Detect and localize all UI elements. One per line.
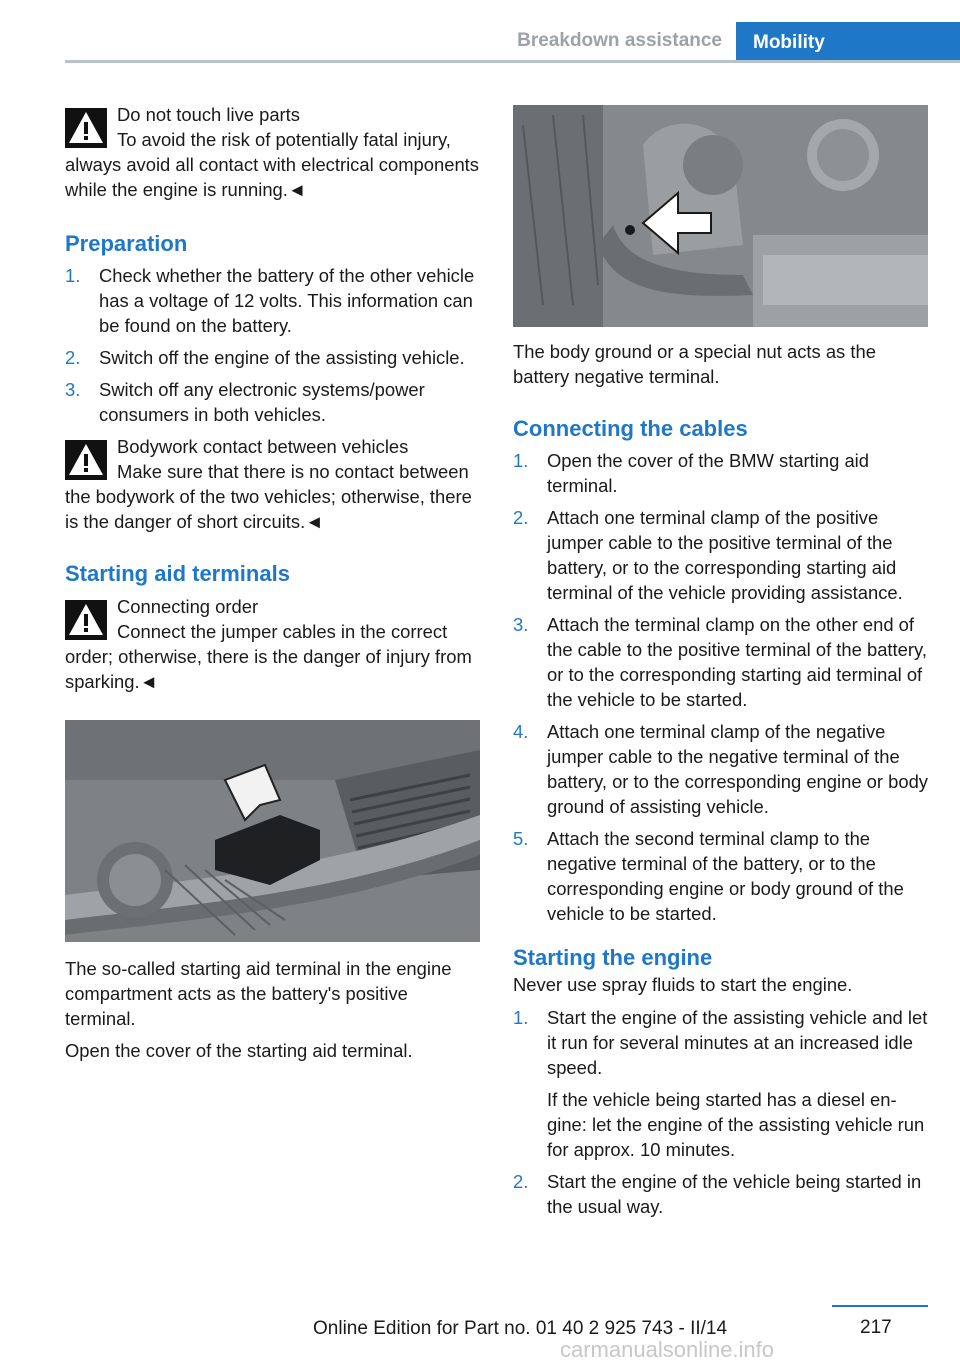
step-number: 1.: [513, 450, 529, 471]
watermark: carmanualsonline.info: [560, 1337, 775, 1362]
step-text: Check whether the battery of the other vehicle has a voltage of 12 volts. This information can be found on the battery.: [99, 265, 475, 336]
connecting-steps: [513, 448, 928, 926]
list-item: [513, 612, 928, 712]
instruction-open-cover: Open the cover of the starting aid terminal.: [65, 1040, 413, 1061]
left-column: [65, 102, 480, 1063]
heading-connecting-cables: Connecting the cables: [513, 416, 748, 441]
list-item: [513, 826, 928, 926]
step-text: Attach one terminal clamp of the positive jumper cable to the positive terminal of the battery, or to the corresponding starting aid terminal of the vehicle providing assistance.: [547, 507, 903, 603]
heading-starting-aid-terminals: Starting aid terminals: [65, 561, 290, 586]
breadcrumb-section: Breakdown assistance: [517, 30, 722, 51]
warning-text: Connect the jumper cables in the correct order; otherwise, there is the danger of injury from sparking.◄: [65, 621, 472, 692]
step-text: Start the engine of the assisting vehicle and let it run for several minutes at an increased idle speed.: [547, 1007, 928, 1078]
step-number: 2.: [65, 347, 81, 368]
warning-live-parts: [65, 102, 480, 202]
step-text: Attach the terminal clamp on the other end of the cable to the positive terminal of the battery, or to the corresponding starting aid terminal of the vehicle to be started.: [547, 614, 927, 710]
preparation-steps: [65, 263, 480, 427]
step-number: 2.: [513, 1171, 529, 1192]
photo-caption-right: The body ground or a special nut acts as the battery negative terminal.: [513, 341, 876, 387]
step-subtext: If the vehicle being started has a diesel engine: let the engine of the assisting vehicle run for approx. 10 minutes.: [547, 1089, 925, 1160]
list-item: [65, 345, 480, 370]
step-text: Switch off any electronic systems/power consumers in both vehicles.: [99, 379, 425, 425]
warning-icon: [65, 440, 107, 480]
list-item: [513, 505, 928, 605]
warning-connecting-order: [65, 594, 480, 694]
warning-bodywork-contact: [65, 434, 480, 534]
list-item: [513, 719, 928, 819]
list-item: [65, 263, 480, 338]
footer-rule: [832, 1305, 928, 1307]
step-text: Attach the second terminal clamp to the negative terminal of the battery, or to the corresponding engine or body ground of the vehicle to be started.: [547, 828, 904, 924]
step-number: 4.: [513, 721, 529, 742]
engine-compartment-photo: [65, 720, 480, 942]
step-text: Open the cover of the BMW starting aid terminal.: [547, 450, 869, 496]
step-number: 5.: [513, 828, 529, 849]
warning-icon: [65, 108, 107, 148]
step-text: Switch off the engine of the assisting vehicle.: [99, 347, 465, 368]
list-item: [513, 1005, 928, 1162]
warning-text: To avoid the risk of potentially fatal injury, always avoid all contact with electrical components while the engine is running.◄: [65, 129, 479, 200]
edition-note: Online Edition for Part no. 01 40 2 925 743 - II/14: [313, 1318, 728, 1339]
heading-preparation: Preparation: [65, 231, 188, 256]
starting-intro: Never use spray fluids to start the engine.: [513, 974, 853, 995]
warning-icon: [65, 600, 107, 640]
warning-title: Do not touch live parts: [117, 104, 300, 125]
header-rule: [65, 60, 960, 63]
page-header: [65, 0, 960, 62]
warning-title: Bodywork contact between vehicles: [117, 436, 409, 457]
step-number: 1.: [513, 1007, 529, 1028]
step-number: 3.: [65, 379, 81, 400]
heading-starting-engine: Starting the engine: [513, 945, 713, 970]
step-number: 1.: [65, 265, 81, 286]
photo-caption-left: The so-called starting aid terminal in the engine compartment acts as the battery's positive terminal.: [65, 958, 452, 1029]
warning-text: Make sure that there is no contact between the bodywork of the two vehicles; otherwise, there is the danger of short circuits.◄: [65, 461, 472, 532]
warning-title: Connecting order: [117, 596, 259, 617]
right-column: [513, 105, 928, 1226]
list-item: [513, 448, 928, 498]
ground-terminal-photo: [513, 105, 928, 327]
starting-steps: [513, 1005, 928, 1219]
chapter-tab: Mobility: [736, 22, 960, 63]
list-item: [65, 377, 480, 427]
step-number: 2.: [513, 507, 529, 528]
step-text: Start the engine of the vehicle being started in the usual way.: [547, 1171, 922, 1217]
step-number: 3.: [513, 614, 529, 635]
page-number: 217: [860, 1317, 892, 1338]
step-text: Attach one terminal clamp of the negative jumper cable to the negative terminal of the battery, or to the corresponding engine or body ground of assisting vehicle.: [547, 721, 928, 817]
list-item: [513, 1169, 928, 1219]
